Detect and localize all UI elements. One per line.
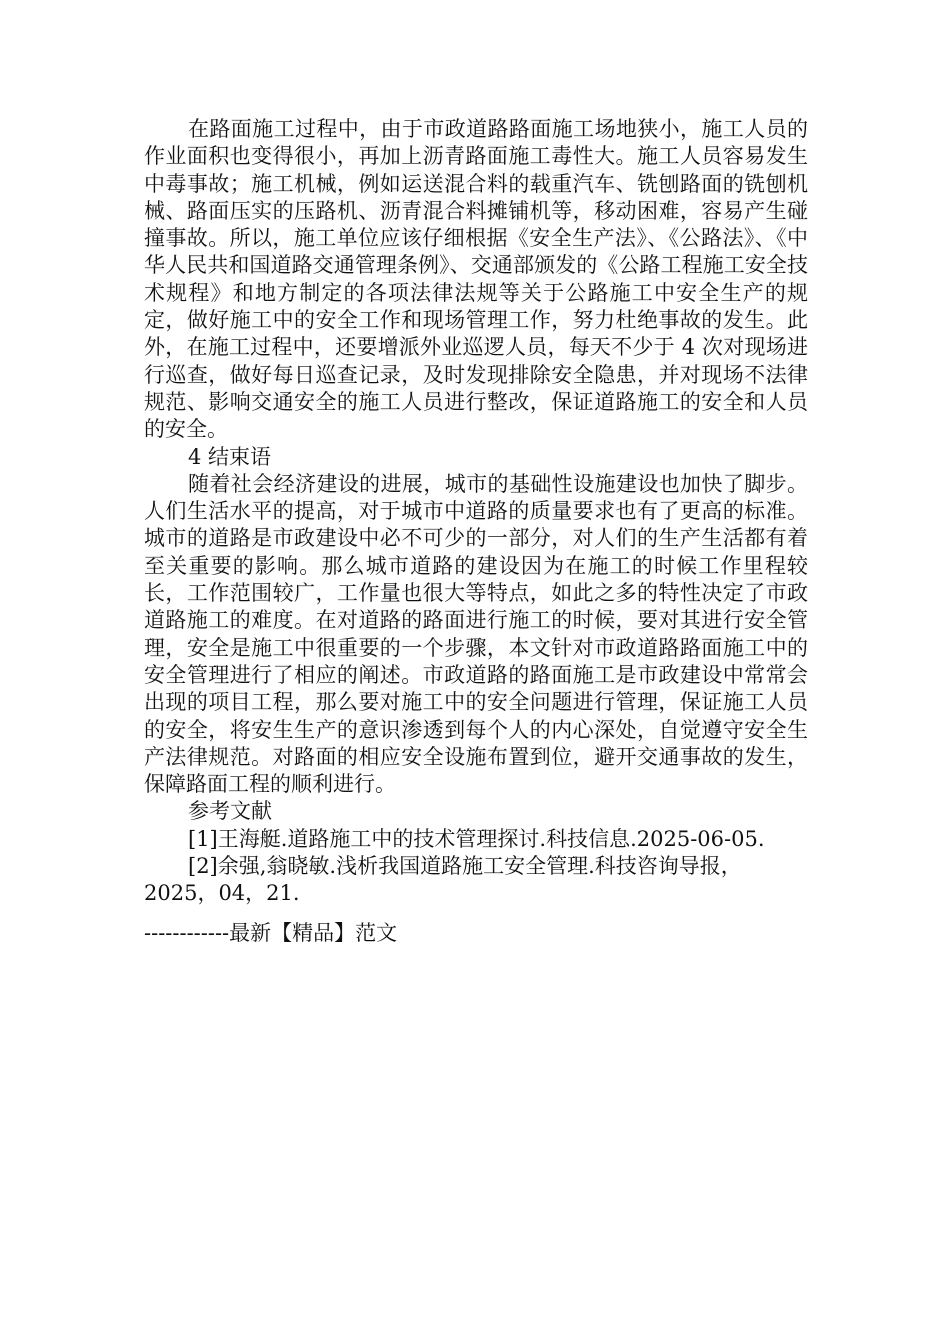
body-paragraph: 在路面施工过程中，由于市政道路路面施工场地狭小，施工人员的作业面积也变得很小，再加上沥青路面施工毒性大。施工人员容易发生中毒事故；施工机械，例如运送混合料的载重汽车、铣刨路面的铣刨机械、路面压实的压路机、沥青混合料摊铺机等，移动困难，容易产生碰撞事故。所以，施工单位应该仔细根据《安全生产法》、《公路法》、《中华人民共和国道路交通管理条例》、交通部颁发的《公路工程施工安全技术规程》和地方制定的各项法律法规等关于公路施工中安全生产的规定，做好施工中的安全工作和现场管理工作，努力杜绝事故的发生。此外，在施工过程中，还要增派外业巡逻人员，每天不少于 4 次对现场进行巡查，做好每日巡查记录，及时发现排除安全隐患，并对现场不法律规范、影响交通安全的施工人员进行整改，保证道路施工的安全和人员的安全。 <box>144 117 808 442</box>
section-heading: 4 结束语 <box>188 444 272 469</box>
footer-text: ------------最新【精品】范文 <box>144 921 398 945</box>
document-body <box>144 116 808 908</box>
conclusion-paragraph: 随着社会经济建设的进展，城市的基础性设施建设也加快了脚步。人们生活水平的提高，对于城市中道路的质量要求也有了更高的标准。城市的道路是市政建设中必不可少的一部分，对人们的生产生活都有着至关重要的影响。那么城市道路的建设因为在施工的时候工作里程较长，工作范围较广，工作量也很大等特点，如此之多的特性决定了市政道路施工的难度。在对道路的路面进行施工的时候，要对其进行安全管理，安全是施工中很重要的一个步骤，本文针对市政道路路面施工中的安全管理进行了相应的阐述。市政道路的路面施工是市政建设中常常会出现的项目工程，那么要对施工中的安全问题进行管理，保证施工人员的安全，将安生生产的意识渗透到每个人的内心深处，自觉遵守安全生产法律规范。对路面的相应安全设施布置到位，避开交通事故的发生，保障路面工程的顺利进行。 <box>144 471 808 797</box>
references-heading: 参考文献 <box>188 799 272 824</box>
reference-item: [1]王海艇.道路施工中的技术管理探讨.科技信息.2025-06-05. <box>188 826 765 851</box>
reference-item: [2]余强,翁晓敏.浅析我国道路施工安全管理.科技咨询导报，2025，04，21. <box>144 854 742 906</box>
